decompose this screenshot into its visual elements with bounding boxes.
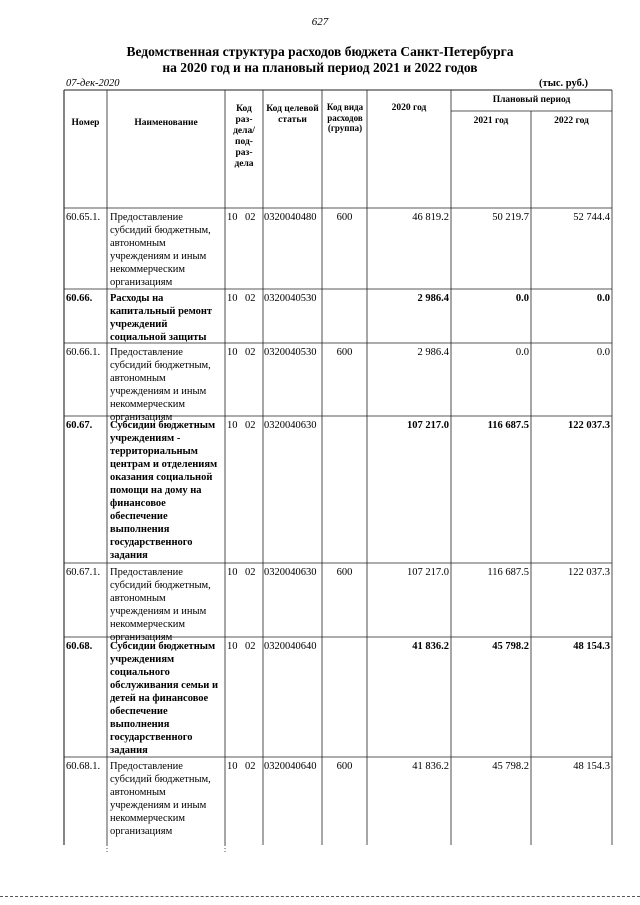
header-target-code: Код целевой статьи [266,104,319,125]
cell-subsection: 02 [245,293,256,304]
cell-subsection: 02 [245,212,256,223]
cell-number: 60.66.1. [66,347,101,358]
header-expense-type-code: Код вида расходов (группа) [326,102,364,133]
header-year-2022: 2022 год [554,116,589,126]
header-planned-period: Плановый период [492,95,571,105]
cell-value-2020: 2 986.4 [417,347,449,358]
cell-value-2020: 46 819.2 [412,212,449,223]
cell-value-2021: 45 798.2 [492,641,529,652]
cell-target-code: 0320040640 [264,641,317,652]
cell-expense-type: 600 [336,212,353,223]
cell-number: 60.67.1. [66,567,101,578]
cell-value-2022: 0.0 [596,347,610,358]
cell-number: 60.68. [66,641,93,652]
cell-value-2020: 107 217.0 [407,567,449,578]
cell-value-2021: 0.0 [515,293,529,304]
cell-section: 10 [227,420,238,431]
page-number: 627 [311,16,329,28]
header-year-2020: 2020 год [391,103,427,113]
cell-value-2020: 41 836.2 [412,641,449,652]
units-label: (тыс. руб.) [539,78,588,89]
cell-expense-type: 600 [336,761,353,772]
cell-value-2022: 0.0 [596,293,610,304]
cell-name: Субсидии бюджетным учреждениям социального обслуживания семьи и детей на финансовое обеспечение выполнения государственного задания [110,641,219,756]
cell-expense-type: 600 [336,347,353,358]
title-line-1: Ведомственная структура расходов бюджета Санкт-Петербурга [126,44,514,59]
cell-expense-type: 600 [336,567,353,578]
cell-target-code: 0320040530 [264,293,317,304]
cell-section: 10 [227,567,238,578]
cell-subsection: 02 [245,761,256,772]
cell-section: 10 [227,212,238,223]
cell-value-2021: 116 687.5 [487,567,529,578]
cell-value-2022: 122 037.3 [568,567,610,578]
cell-target-code: 0320040530 [264,347,317,358]
cell-subsection: 02 [245,567,256,578]
document-title [0,44,640,76]
header-number: Номер [71,118,100,128]
cell-value-2022: 122 037.3 [568,420,610,431]
cell-subsection: 02 [245,641,256,652]
cell-value-2022: 52 744.4 [573,212,610,223]
cell-number: 60.67. [66,420,93,431]
cell-section: 10 [227,347,238,358]
cell-name: Предоставление субсидий бюджетным, автономным учреждениям и иным некоммерческим организациям [110,347,211,423]
cell-target-code: 0320040630 [264,567,317,578]
cell-number: 60.68.1. [66,761,101,772]
header-year-2021: 2021 год [473,116,509,126]
cell-target-code: 0320040640 [264,761,317,772]
cell-value-2021: 45 798.2 [492,761,529,772]
cell-name: Предоставление субсидий бюджетным, автономным учреждениям и иным некоммерческим организациям [110,761,211,837]
scan-edge-line [0,896,640,899]
header-name: Наименование [134,118,198,128]
cell-number: 60.66. [66,293,93,304]
cell-name: Расходы на капитальный ремонт учреждений социальной защиты [110,293,213,343]
cell-value-2022: 48 154.3 [573,761,610,772]
cell-value-2021: 116 687.5 [487,420,529,431]
cell-value-2020: 107 217.0 [407,420,449,431]
cell-subsection: 02 [245,420,256,431]
cell-number: 60.65.1. [66,212,101,223]
cell-name: Предоставление субсидий бюджетным, автономным учреждениям и иным некоммерческим организациям [110,212,211,288]
cell-value-2021: 50 219.7 [492,212,529,223]
cell-section: 10 [227,641,238,652]
cell-value-2020: 41 836.2 [412,761,449,772]
cell-target-code: 0320040480 [264,212,317,223]
cell-section: 10 [227,761,238,772]
title-line-2: на 2020 год и на плановый период 2021 и 2022 годов [162,60,478,75]
cell-name: Субсидии бюджетным учреждениям - территориальным центрам и отделениям оказания социальной помощи на дому на финансовое обеспечение выполнения государственного задания [110,420,218,561]
report-date: 07-дек-2020 [66,78,120,89]
cell-value-2021: 0.0 [515,347,529,358]
header-section-code: Код раз-дела/ под-раз-дела [233,104,255,169]
cell-value-2022: 48 154.3 [573,641,610,652]
cell-value-2020: 2 986.4 [417,293,449,304]
cell-target-code: 0320040630 [264,420,317,431]
cell-subsection: 02 [245,347,256,358]
cell-name: Предоставление субсидий бюджетным, автономным учреждениям и иным некоммерческим организациям [110,567,211,643]
cell-section: 10 [227,293,238,304]
